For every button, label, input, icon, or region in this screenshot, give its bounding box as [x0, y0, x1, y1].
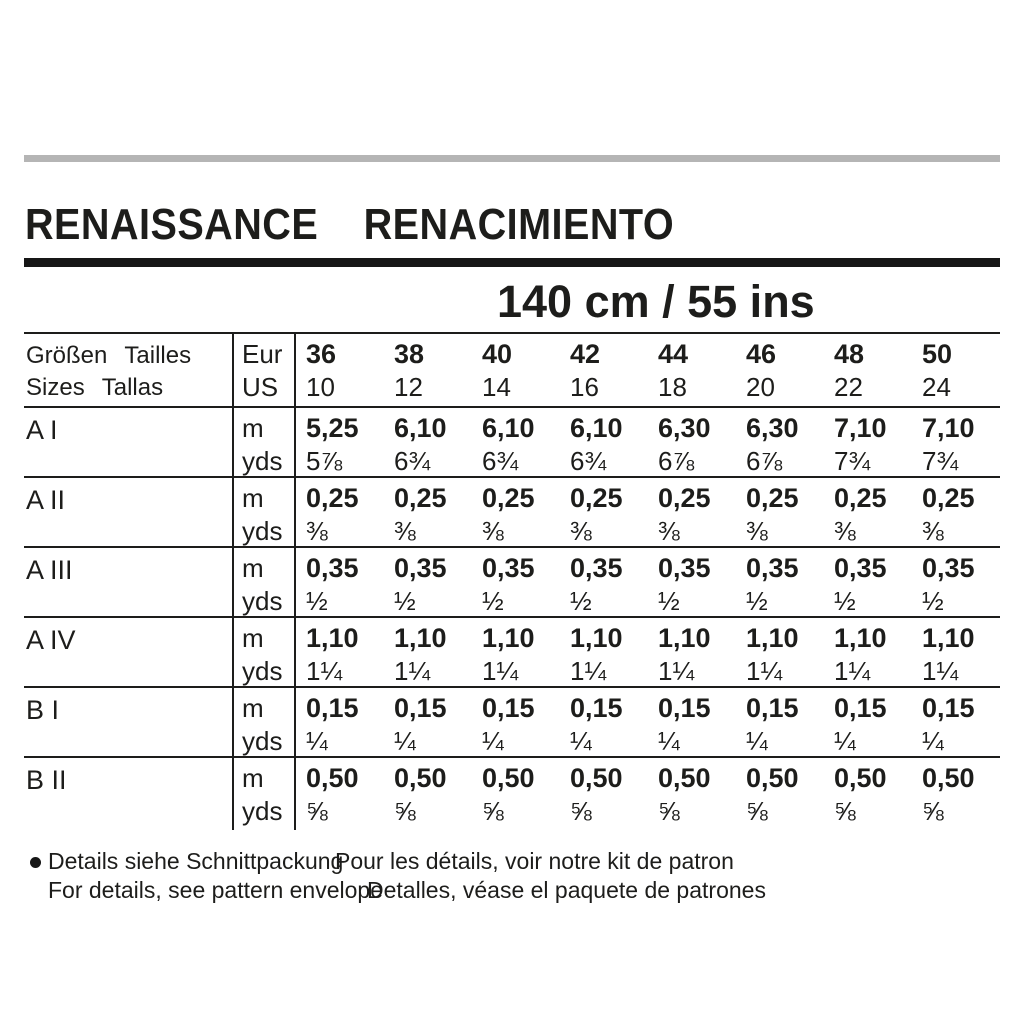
- yards-value: 6¾: [570, 446, 607, 476]
- meters-value: 0,15: [658, 693, 711, 723]
- footer-line-2: [24, 877, 1000, 906]
- title-renaissance: RENAISSANCE: [25, 200, 319, 249]
- meters-value: 0,50: [922, 763, 975, 793]
- fabric-amount-cell: [384, 548, 472, 618]
- view-label: A III: [26, 555, 73, 585]
- fabric-amount-cell: [472, 408, 560, 478]
- fabric-amount-cell: [648, 688, 736, 758]
- unit-cell: [232, 408, 296, 478]
- unit-m-label: m: [242, 483, 264, 513]
- footer-text-fr: Pour les détails, voir notre kit de patron: [335, 848, 734, 874]
- size-us-value: 22: [834, 372, 863, 402]
- table-header-row: [24, 332, 1000, 408]
- fabric-amount-cell: [736, 548, 824, 618]
- yards-value: ½: [394, 586, 416, 616]
- yards-value: 1¼: [482, 656, 519, 686]
- yards-value: ⅜: [834, 516, 856, 546]
- yards-value: 1¼: [834, 656, 871, 686]
- unit-yds-label: yds: [242, 656, 283, 686]
- fabric-amount-cell: [912, 408, 1000, 478]
- meters-value: 0,25: [482, 483, 535, 513]
- view-label-cell: [24, 408, 232, 478]
- meters-value: 1,10: [306, 623, 359, 653]
- view-label: B I: [26, 695, 60, 725]
- meters-value: 0,15: [570, 693, 623, 723]
- fabric-amount-cell: [912, 688, 1000, 758]
- fabric-amount-cell: [912, 618, 1000, 688]
- unit-m-label: m: [242, 623, 264, 653]
- fabric-amount-cell: [296, 688, 384, 758]
- yards-value: ¼: [746, 726, 768, 756]
- fabric-amount-cell: [736, 758, 824, 830]
- meters-value: 1,10: [922, 623, 975, 653]
- footer-text-de: Details siehe Schnittpackung: [48, 848, 344, 874]
- size-column-header: [912, 334, 1000, 406]
- fabric-amount-cell: [648, 758, 736, 830]
- fabric-amount-cell: [648, 408, 736, 478]
- meters-value: 0,15: [834, 693, 887, 723]
- yards-value: 1¼: [306, 656, 343, 686]
- size-label-de-fr: Größen Tailles: [26, 342, 192, 369]
- unit-cell: [232, 618, 296, 688]
- fabric-row-b-i: [24, 688, 1000, 758]
- fabric-amount-cell: [384, 618, 472, 688]
- unit-m-label: m: [242, 763, 264, 793]
- fabric-amount-cell: [296, 618, 384, 688]
- meters-value: 0,50: [394, 763, 447, 793]
- fabric-amount-cell: [472, 618, 560, 688]
- yards-value: ⅜: [746, 516, 768, 546]
- yards-value: 6¾: [394, 446, 431, 476]
- fabric-amount-cell: [296, 408, 384, 478]
- fabric-amount-cell: [824, 758, 912, 830]
- unit-cell: [232, 478, 296, 548]
- size-column-header: [824, 334, 912, 406]
- footer-text-en: For details, see pattern envelope: [48, 877, 383, 903]
- fabric-amount-cell: [384, 408, 472, 478]
- view-label-cell: [24, 688, 232, 758]
- view-label-cell: [24, 548, 232, 618]
- yards-value: 7¾: [922, 446, 959, 476]
- fabric-row-a-ii: [24, 478, 1000, 548]
- meters-value: 6,30: [746, 413, 799, 443]
- fabric-amount-cell: [824, 478, 912, 548]
- size-column-header: [472, 334, 560, 406]
- yards-value: ⅜: [482, 516, 504, 546]
- meters-value: 0,25: [306, 483, 359, 513]
- size-us-value: 16: [570, 372, 599, 402]
- yards-value: ⅜: [394, 516, 416, 546]
- fabric-amount-cell: [560, 688, 648, 758]
- size-column-header: [384, 334, 472, 406]
- size-us-value: 18: [658, 372, 687, 402]
- fabric-amount-cell: [648, 548, 736, 618]
- fabric-amount-cell: [912, 548, 1000, 618]
- meters-value: 0,15: [922, 693, 975, 723]
- meters-value: 6,30: [658, 413, 711, 443]
- yards-value: 1¼: [394, 656, 431, 686]
- meters-value: 0,35: [306, 553, 359, 583]
- meters-value: 0,35: [746, 553, 799, 583]
- title-underline-bar: [24, 258, 1000, 267]
- size-corner-cell: [24, 334, 232, 406]
- meters-value: 1,10: [570, 623, 623, 653]
- us-label: US: [242, 372, 279, 402]
- yards-value: 5⅞: [306, 446, 343, 476]
- meters-value: 0,35: [658, 553, 711, 583]
- yards-value: ¼: [570, 726, 592, 756]
- yards-value: ⅜: [658, 516, 680, 546]
- meters-value: 0,15: [306, 693, 359, 723]
- yards-value: ¼: [834, 726, 856, 756]
- unit-cell: [232, 548, 296, 618]
- size-system-cell: [232, 334, 296, 406]
- size-eur-value: 44: [658, 339, 689, 369]
- view-label: B II: [26, 765, 67, 795]
- view-label: A IV: [26, 625, 76, 655]
- meters-value: 0,50: [306, 763, 359, 793]
- unit-m-label: m: [242, 553, 264, 583]
- meters-value: 0,15: [746, 693, 799, 723]
- title-renacimiento: RENACIMIENTO: [363, 200, 675, 249]
- meters-value: 0,25: [922, 483, 975, 513]
- meters-value: 0,25: [834, 483, 887, 513]
- size-eur-value: 40: [482, 339, 513, 369]
- meters-value: 0,25: [394, 483, 447, 513]
- meters-value: 1,10: [394, 623, 447, 653]
- fabric-amount-cell: [824, 548, 912, 618]
- size-eur-value: 36: [306, 339, 337, 369]
- unit-yds-label: yds: [242, 796, 283, 826]
- yards-value: ½: [570, 586, 592, 616]
- meters-value: 0,50: [482, 763, 535, 793]
- fabric-amount-cell: [824, 688, 912, 758]
- fabric-amount-cell: [736, 408, 824, 478]
- fabric-amount-cell: [824, 618, 912, 688]
- meters-value: 0,25: [570, 483, 623, 513]
- fabric-amount-cell: [472, 688, 560, 758]
- fabric-amount-cell: [472, 478, 560, 548]
- yards-value: ¼: [394, 726, 416, 756]
- yards-value: 6⅞: [746, 446, 783, 476]
- fabric-amount-cell: [648, 478, 736, 548]
- fabric-row-a-i: [24, 408, 1000, 478]
- meters-value: 0,50: [570, 763, 623, 793]
- fabric-amount-cell: [384, 758, 472, 830]
- yards-value: ½: [746, 586, 768, 616]
- yards-value: ½: [658, 586, 680, 616]
- size-eur-value: 38: [394, 339, 425, 369]
- fabric-amount-cell: [736, 688, 824, 758]
- yards-value: ¼: [922, 726, 944, 756]
- meters-value: 0,25: [658, 483, 711, 513]
- fabric-amount-cell: [296, 758, 384, 830]
- view-label-cell: [24, 618, 232, 688]
- yards-value: ⅝: [570, 796, 592, 826]
- fabric-amount-cell: [648, 618, 736, 688]
- size-us-value: 12: [394, 372, 423, 402]
- unit-cell: [232, 688, 296, 758]
- unit-yds-label: yds: [242, 726, 283, 756]
- yards-value: ⅝: [394, 796, 416, 826]
- fabric-amount-cell: [296, 548, 384, 618]
- view-label: A I: [26, 415, 58, 445]
- meters-value: 6,10: [394, 413, 447, 443]
- footer-text-es: Detalles, véase el paquete de patrones: [367, 877, 766, 903]
- size-eur-value: 48: [834, 339, 865, 369]
- yards-value: ⅝: [482, 796, 504, 826]
- fabric-amount-cell: [824, 408, 912, 478]
- yards-value: 7¾: [834, 446, 871, 476]
- size-column-header: [648, 334, 736, 406]
- fabric-row-a-iii: [24, 548, 1000, 618]
- yards-value: 6⅞: [658, 446, 695, 476]
- yards-value: ½: [834, 586, 856, 616]
- yards-value: ¼: [658, 726, 680, 756]
- fabric-row-a-iv: [24, 618, 1000, 688]
- view-label-cell: [24, 758, 232, 830]
- yards-value: ¼: [482, 726, 504, 756]
- fabric-amount-cell: [384, 478, 472, 548]
- fabric-amount-cell: [560, 548, 648, 618]
- fabric-amount-cell: [560, 618, 648, 688]
- size-eur-value: 42: [570, 339, 601, 369]
- footer-line-1: [24, 848, 1000, 877]
- meters-value: 6,10: [482, 413, 535, 443]
- yards-value: 1¼: [746, 656, 783, 686]
- meters-value: 0,25: [746, 483, 799, 513]
- yards-value: 1¼: [570, 656, 607, 686]
- yards-value: 6¾: [482, 446, 519, 476]
- meters-value: 0,50: [658, 763, 711, 793]
- yards-value: ⅜: [570, 516, 592, 546]
- size-table: [24, 332, 1000, 830]
- unit-m-label: m: [242, 413, 264, 443]
- unit-yds-label: yds: [242, 516, 283, 546]
- meters-value: 1,10: [658, 623, 711, 653]
- fabric-amount-cell: [296, 478, 384, 548]
- meters-value: 5,25: [306, 413, 359, 443]
- size-us-value: 24: [922, 372, 951, 402]
- yards-value: ½: [482, 586, 504, 616]
- fabric-amount-cell: [560, 758, 648, 830]
- view-label: A II: [26, 485, 66, 515]
- yards-value: ⅝: [922, 796, 944, 826]
- size-column-header: [736, 334, 824, 406]
- fabric-amount-cell: [736, 618, 824, 688]
- fabric-amount-cell: [560, 478, 648, 548]
- meters-value: 0,15: [482, 693, 535, 723]
- meters-value: 0,35: [482, 553, 535, 583]
- meters-value: 6,10: [570, 413, 623, 443]
- size-us-value: 20: [746, 372, 775, 402]
- meters-value: 0,15: [394, 693, 447, 723]
- yards-value: ⅝: [306, 796, 328, 826]
- meters-value: 0,35: [570, 553, 623, 583]
- fabric-amount-cell: [472, 758, 560, 830]
- meters-value: 7,10: [834, 413, 887, 443]
- fabric-amount-cell: [560, 408, 648, 478]
- unit-yds-label: yds: [242, 446, 283, 476]
- view-label-cell: [24, 478, 232, 548]
- yards-value: ⅝: [746, 796, 768, 826]
- size-column-header: [560, 334, 648, 406]
- size-eur-value: 50: [922, 339, 953, 369]
- yards-value: ⅝: [834, 796, 856, 826]
- fabric-amount-cell: [384, 688, 472, 758]
- size-eur-value: 46: [746, 339, 777, 369]
- size-column-header: [296, 334, 384, 406]
- yards-value: 1¼: [658, 656, 695, 686]
- size-label-en-es: Sizes Tallas: [26, 374, 164, 401]
- size-us-value: 14: [482, 372, 511, 402]
- yards-value: ½: [922, 586, 944, 616]
- yards-value: ⅝: [658, 796, 680, 826]
- meters-value: 0,35: [834, 553, 887, 583]
- unit-cell: [232, 758, 296, 830]
- meters-value: 1,10: [482, 623, 535, 653]
- yards-value: 1¼: [922, 656, 959, 686]
- meters-value: 0,50: [834, 763, 887, 793]
- meters-value: 1,10: [746, 623, 799, 653]
- eur-label: Eur: [242, 339, 283, 369]
- fabric-width-heading: 140 cm / 55 ins: [497, 276, 815, 327]
- footer-note: [24, 848, 1000, 906]
- yards-value: ¼: [306, 726, 328, 756]
- unit-m-label: m: [242, 693, 264, 723]
- meters-value: 7,10: [922, 413, 975, 443]
- yards-value: ⅜: [306, 516, 328, 546]
- meters-value: 0,50: [746, 763, 799, 793]
- meters-value: 0,35: [922, 553, 975, 583]
- fabric-row-b-ii: [24, 758, 1000, 830]
- yards-value: ½: [306, 586, 328, 616]
- top-divider-bar: [24, 155, 1000, 162]
- fabric-amount-cell: [912, 758, 1000, 830]
- meters-value: 1,10: [834, 623, 887, 653]
- page-title: [25, 200, 746, 249]
- yards-value: ⅜: [922, 516, 944, 546]
- fabric-amount-cell: [912, 478, 1000, 548]
- unit-yds-label: yds: [242, 586, 283, 616]
- fabric-amount-cell: [736, 478, 824, 548]
- fabric-amount-cell: [472, 548, 560, 618]
- meters-value: 0,35: [394, 553, 447, 583]
- size-us-value: 10: [306, 372, 335, 402]
